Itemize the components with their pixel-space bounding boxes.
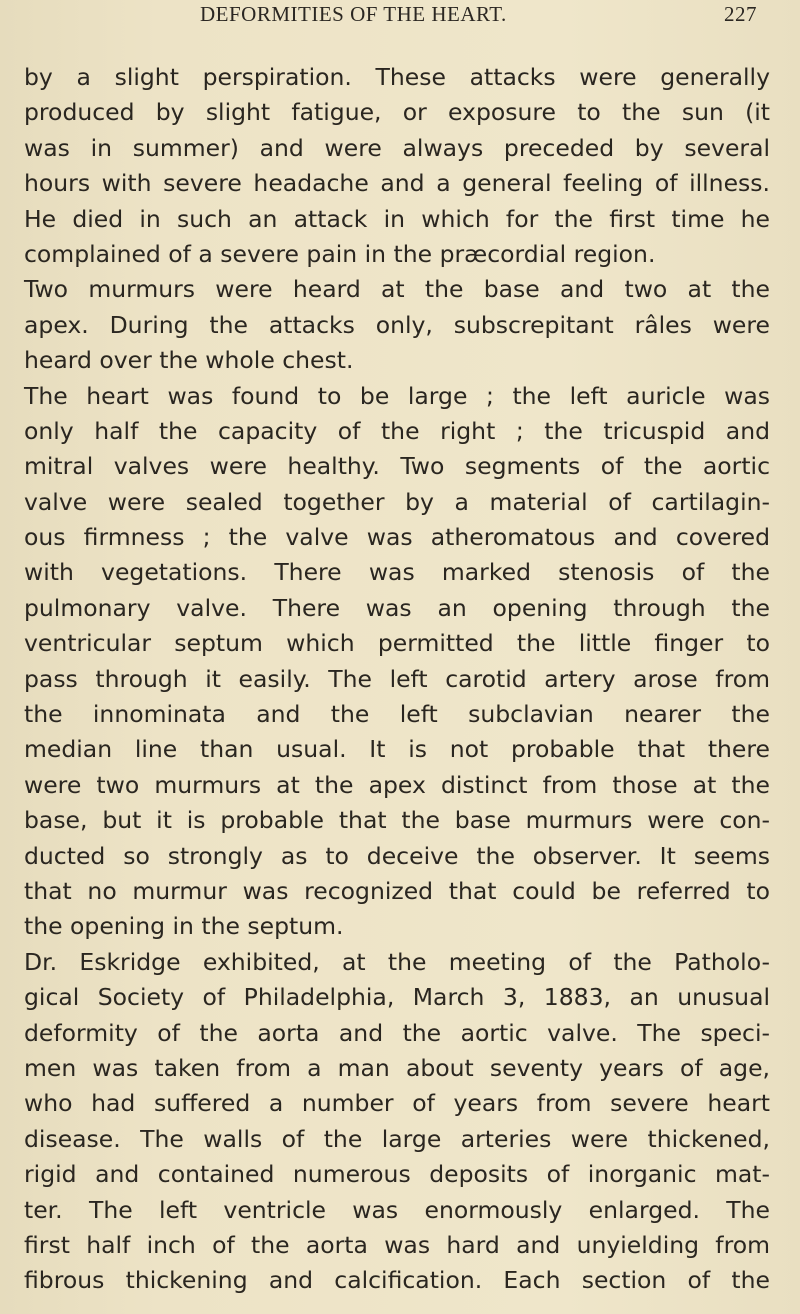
page-number: 227 (724, 2, 757, 26)
text-line: Two murmurs were heard at the base and two at the (24, 275, 770, 304)
text-line: ous firmness ; the valve was atheromatous and covered (24, 523, 770, 552)
text-line: men was taken from a man about seventy years of age, (24, 1053, 770, 1082)
text-line: apex. During the attacks only, subscrepitant râles were (24, 310, 770, 339)
text-line: heard over the whole chest. (24, 346, 354, 375)
text-line: only half the capacity of the right ; the tricuspid and (24, 416, 770, 445)
text-line: that no murmur was recognized that could be referred to (24, 876, 770, 905)
text-line: hours with severe headache and a general feeling of illness. (24, 169, 770, 198)
text-line: by a slight perspiration. These attacks were generally (24, 63, 770, 91)
text-line: base, but it is probable that the base murmurs were con- (24, 806, 770, 835)
running-head (200, 2, 800, 32)
text-line: He died in such an attack in which for the first time he (24, 204, 770, 233)
text-line: fibrous thickening and calcification. Each section of the (24, 1266, 770, 1295)
text-line: produced by slight fatigue, or exposure to the sun (it (24, 98, 770, 127)
text-line: deformity of the aorta and the aortic valve. The speci- (24, 1018, 770, 1047)
text-line: with vegetations. There was marked stenosis of the (24, 558, 770, 587)
text-line: mitral valves were healthy. Two segments of the aortic (24, 452, 770, 481)
text-line: were two murmurs at the apex distinct from those at the (24, 770, 770, 799)
text-line: gical Society of Philadelphia, March 3, 1883, an unusual (24, 983, 770, 1012)
text-line: Dr. Eskridge exhibited, at the meeting of the Patholo- (24, 947, 770, 976)
text-line: ventricular septum which permitted the little finger to (24, 629, 770, 658)
text-line: ter. The left ventricle was enormously enlarged. The (24, 1195, 770, 1224)
text-line: the innominata and the left subclavian nearer the (24, 700, 770, 729)
text-line: disease. The walls of the large arteries were thickened, (24, 1124, 770, 1153)
text-line: who had suffered a number of years from severe heart (24, 1089, 770, 1118)
text-line: complained of a severe pain in the præcordial region. (24, 239, 656, 268)
body-text (24, 60, 770, 1299)
text-line: ducted so strongly as to deceive the observer. It seems (24, 841, 770, 870)
running-title: DEFORMITIES OF THE HEART. (200, 2, 507, 26)
text-line: pulmonary valve. There was an opening through the (24, 593, 770, 622)
text-line: valve were sealed together by a material of cartilagin- (24, 487, 770, 516)
text-line: the opening in the septum. (24, 912, 344, 941)
text-line: first half inch of the aorta was hard and unyielding from (24, 1230, 770, 1259)
text-line: pass through it easily. The left carotid artery arose from (24, 664, 770, 693)
text-line: was in summer) and were always preceded by several (24, 133, 770, 162)
text-line: rigid and contained numerous deposits of inorganic mat- (24, 1160, 770, 1189)
text-line: The heart was found to be large ; the left auricle was (24, 381, 770, 410)
text-line: median line than usual. It is not probable that there (24, 735, 770, 764)
